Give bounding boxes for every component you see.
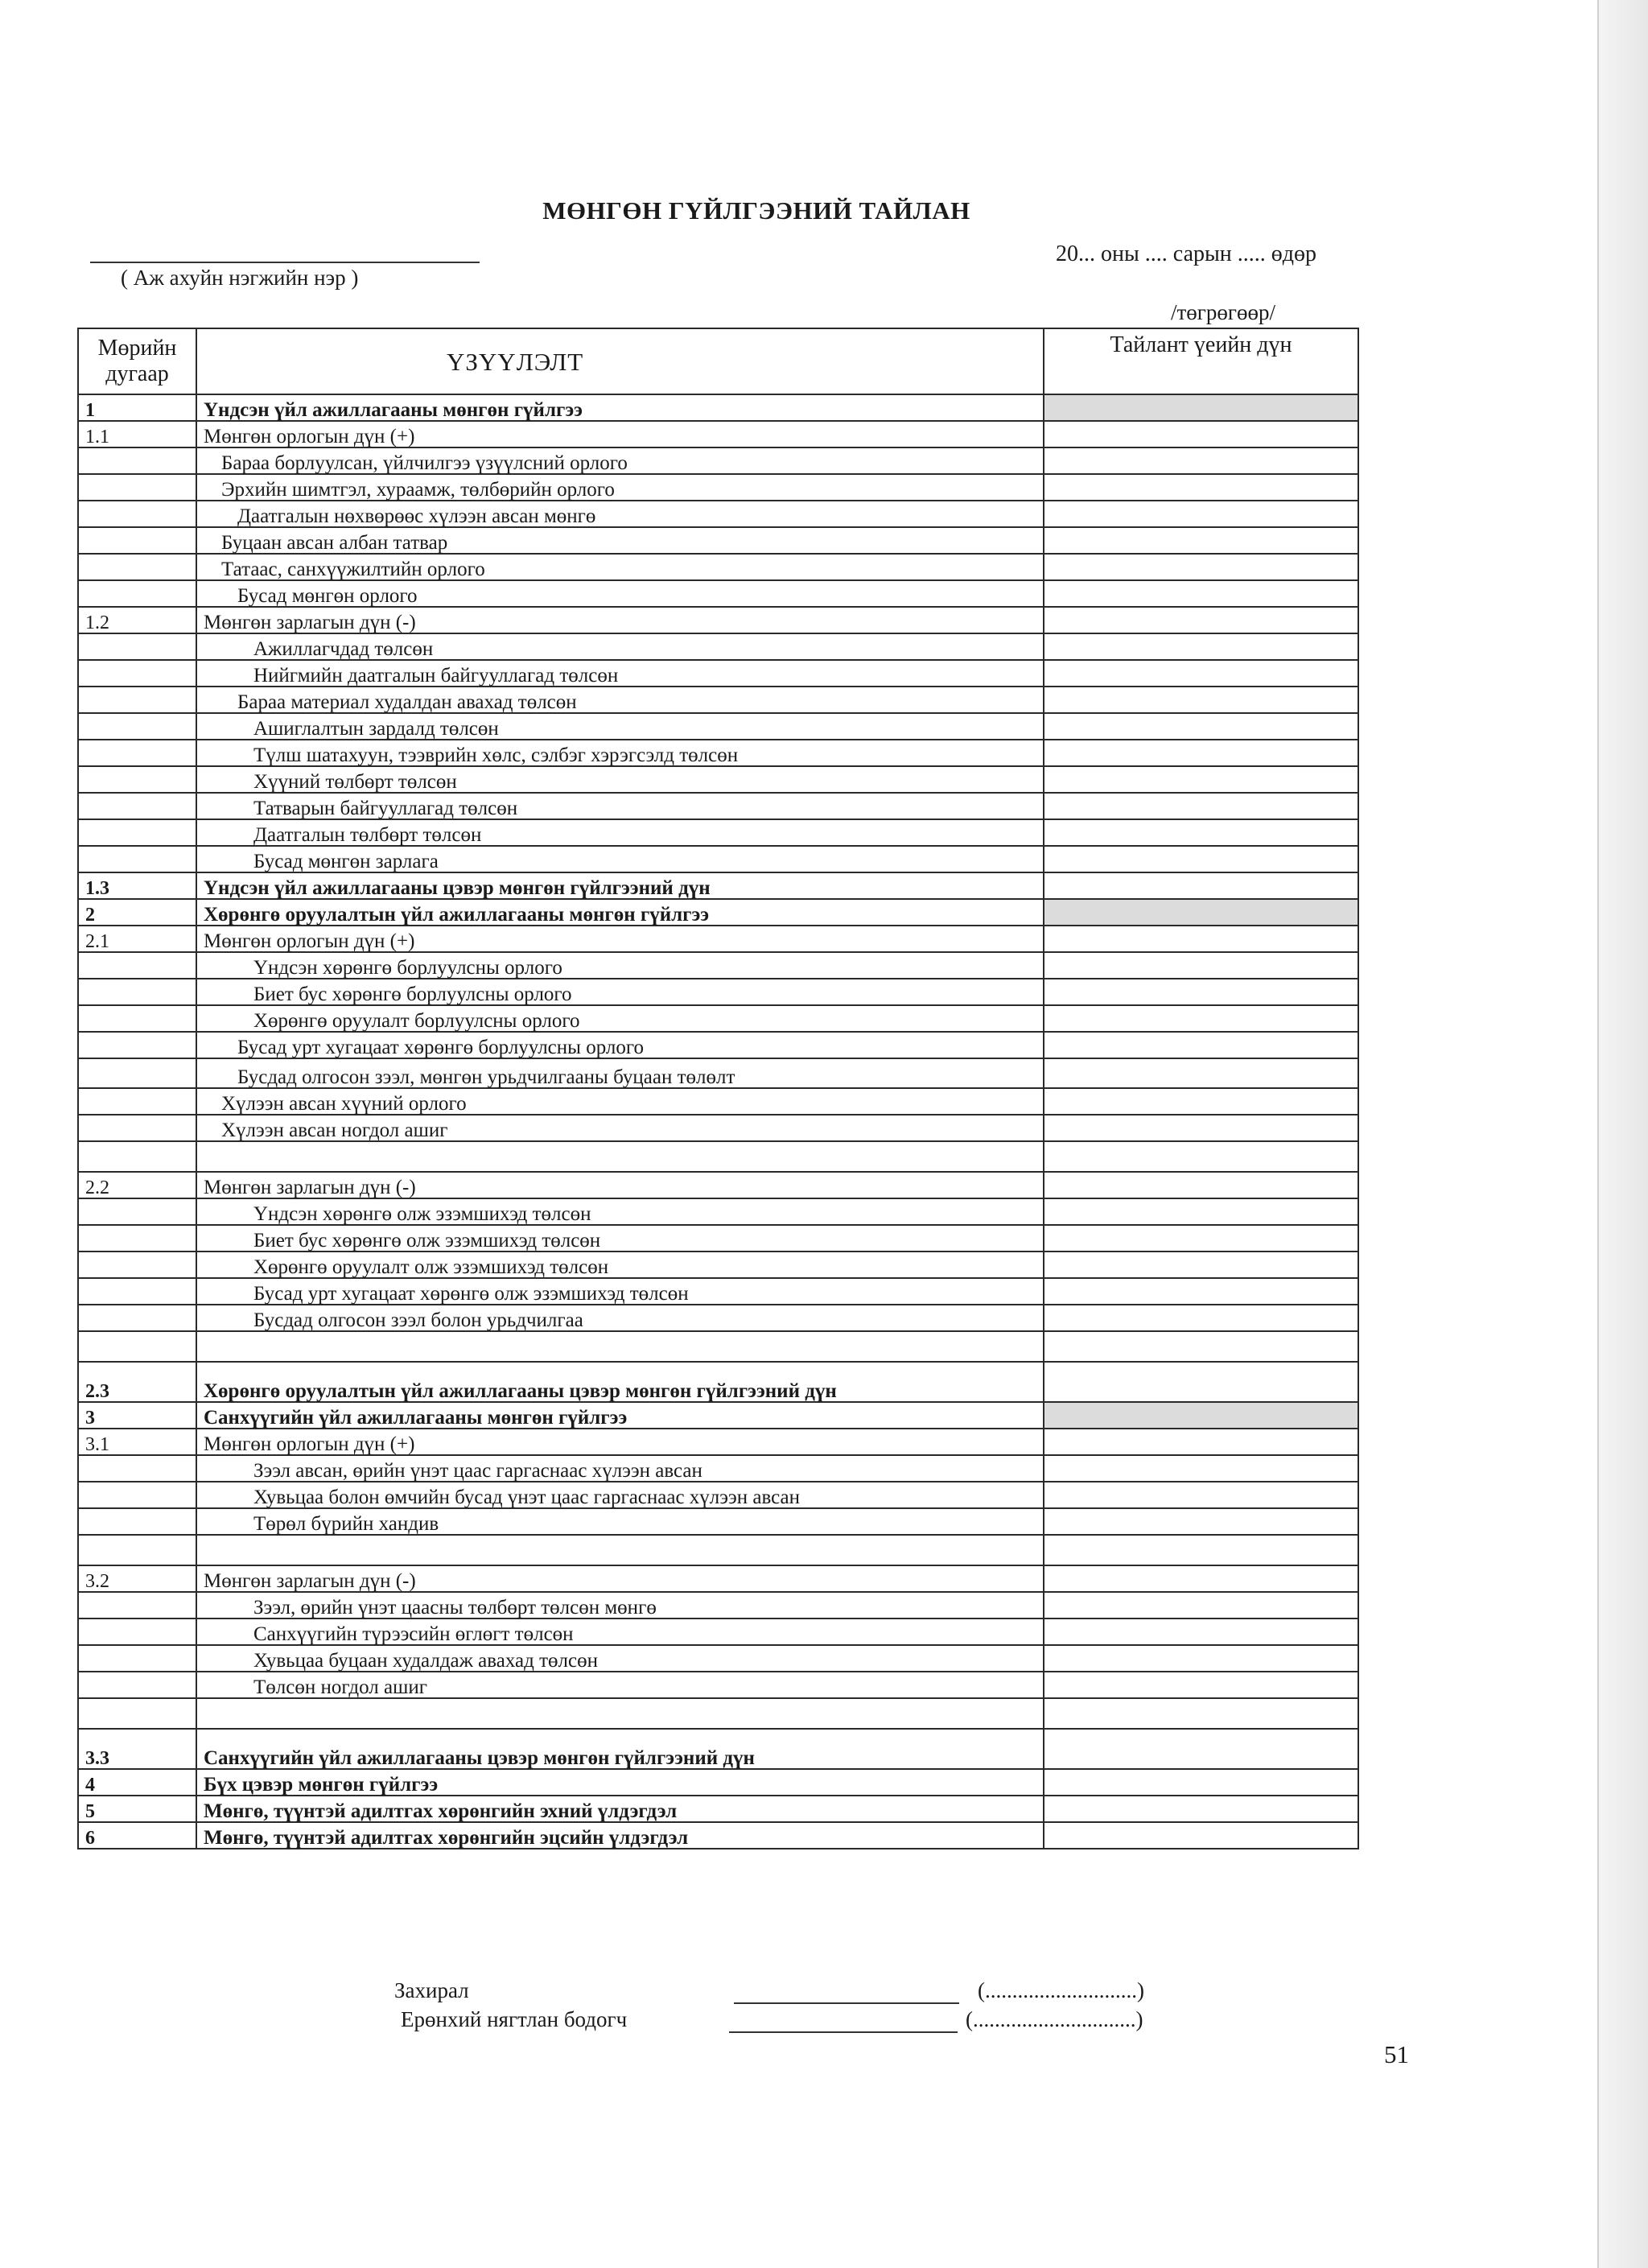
row-number: 2.1 — [78, 926, 196, 952]
row-description: Ашиглалтын зардалд төлсөн — [196, 713, 1044, 740]
row-amount — [1044, 554, 1358, 580]
row-number: 5 — [78, 1796, 196, 1822]
currency-unit: /төгрөгөөр/ — [1171, 300, 1275, 324]
table-row — [78, 1088, 1358, 1115]
table-row — [78, 527, 1358, 554]
row-number — [78, 527, 196, 554]
cash-flow-table — [77, 328, 1359, 1849]
row-description: Хувьцаа буцаан худалдаж авахад төлсөн — [196, 1645, 1044, 1672]
row-amount — [1044, 1769, 1358, 1796]
row-number — [78, 952, 196, 979]
table-row — [78, 872, 1358, 899]
row-amount — [1044, 501, 1358, 527]
row-number: 6 — [78, 1822, 196, 1849]
row-number — [78, 1225, 196, 1252]
director-signature-line — [734, 2002, 959, 2004]
row-description: Хөрөнгө оруулалтын үйл ажиллагааны цэвэр мөнгөн гүйлгээний дүн — [196, 1362, 1044, 1402]
row-number: 3.3 — [78, 1729, 196, 1769]
report-date: 20... оны .... сарын ..... өдөр — [1056, 241, 1317, 266]
table-row — [78, 1402, 1358, 1429]
row-description: Үндсэн хөрөнгө олж эзэмшихэд төлсөн — [196, 1198, 1044, 1225]
row-number — [78, 580, 196, 607]
row-amount — [1044, 1535, 1358, 1565]
row-number — [78, 660, 196, 687]
table-row — [78, 1482, 1358, 1508]
row-amount — [1044, 1565, 1358, 1592]
row-description: Хүлээн авсан хүүний орлого — [196, 1088, 1044, 1115]
table-row — [78, 1198, 1358, 1225]
row-description: Санхүүгийн түрээсийн өглөгт төлсөн — [196, 1619, 1044, 1645]
row-number — [78, 687, 196, 713]
row-number — [78, 1115, 196, 1141]
row-number — [78, 1032, 196, 1058]
table-row — [78, 1225, 1358, 1252]
row-description: Төрөл бүрийн хандив — [196, 1508, 1044, 1535]
row-amount — [1044, 1172, 1358, 1198]
row-amount — [1044, 1331, 1358, 1362]
row-amount — [1044, 394, 1358, 421]
table-row — [78, 1141, 1358, 1172]
table-row — [78, 607, 1358, 633]
row-description: Татаас, санхүүжилтийн орлого — [196, 554, 1044, 580]
table-row — [78, 1565, 1358, 1592]
row-description: Мөнгөн зарлагын дүн (-) — [196, 1172, 1044, 1198]
table-row — [78, 501, 1358, 527]
row-description: Үндсэн үйл ажиллагааны цэвэр мөнгөн гүйлгээний дүн — [196, 872, 1044, 899]
row-number — [78, 1005, 196, 1032]
table-row — [78, 713, 1358, 740]
row-number: 3 — [78, 1402, 196, 1429]
row-description: Бараа материал худалдан авахад төлсөн — [196, 687, 1044, 713]
table-row — [78, 1252, 1358, 1278]
table-row — [78, 1429, 1358, 1455]
row-number: 1.2 — [78, 607, 196, 633]
row-number — [78, 554, 196, 580]
row-description: Бусад урт хугацаат хөрөнгө борлуулсны орлого — [196, 1032, 1044, 1058]
row-description: Эрхийн шимтгэл, хураамж, төлбөрийн орлого — [196, 474, 1044, 501]
row-number — [78, 474, 196, 501]
table-row — [78, 1592, 1358, 1619]
table-row — [78, 740, 1358, 766]
table-row — [78, 846, 1358, 872]
table-row — [78, 1278, 1358, 1305]
row-number — [78, 979, 196, 1005]
table-row — [78, 1455, 1358, 1482]
table-row — [78, 926, 1358, 952]
row-number — [78, 447, 196, 474]
table-row — [78, 1645, 1358, 1672]
table-row — [78, 554, 1358, 580]
row-description: Зээл, өрийн үнэт цаасны төлбөрт төлсөн мөнгө — [196, 1592, 1044, 1619]
table-row — [78, 979, 1358, 1005]
row-description: Санхүүгийн үйл ажиллагааны мөнгөн гүйлгээ — [196, 1402, 1044, 1429]
row-amount — [1044, 1088, 1358, 1115]
row-amount — [1044, 846, 1358, 872]
row-description: Хөрөнгө оруулалтын үйл ажиллагааны мөнгөн гүйлгээ — [196, 899, 1044, 926]
row-amount — [1044, 1252, 1358, 1278]
report-title: МӨНГӨН ГҮЙЛГЭЭНИЙ ТАЙЛАН — [542, 196, 970, 225]
page-edge — [1597, 0, 1648, 2268]
row-amount — [1044, 633, 1358, 660]
row-amount — [1044, 660, 1358, 687]
row-amount — [1044, 687, 1358, 713]
row-number — [78, 501, 196, 527]
row-amount — [1044, 1362, 1358, 1402]
row-description: Даатгалын төлбөрт төлсөн — [196, 819, 1044, 846]
row-amount — [1044, 1698, 1358, 1729]
row-amount — [1044, 1729, 1358, 1769]
row-number: 2.2 — [78, 1172, 196, 1198]
row-description: Бусдад олгосон зээл болон урьдчилгаа — [196, 1305, 1044, 1331]
row-description: Мөнгөн орлогын дүн (+) — [196, 926, 1044, 952]
row-amount — [1044, 1592, 1358, 1619]
row-description: Даатгалын нөхвөрөөс хүлээн авсан мөнгө — [196, 501, 1044, 527]
row-number — [78, 633, 196, 660]
table-row — [78, 1115, 1358, 1141]
row-number: 1.3 — [78, 872, 196, 899]
row-description: Бусдад олгосон зээл, мөнгөн урьдчилгааны буцаан төлөлт — [196, 1058, 1044, 1088]
row-number — [78, 1698, 196, 1729]
row-number — [78, 713, 196, 740]
director-name: (............................) — [978, 1978, 1144, 2002]
row-description: Мөнгөн зарлагын дүн (-) — [196, 1565, 1044, 1592]
table-row — [78, 793, 1358, 819]
row-description: Хөрөнгө оруулалт борлуулсны орлого — [196, 1005, 1044, 1032]
row-amount — [1044, 819, 1358, 846]
table-row — [78, 1032, 1358, 1058]
table-row — [78, 766, 1358, 793]
table-row — [78, 1362, 1358, 1402]
table-row — [78, 952, 1358, 979]
table-row — [78, 1331, 1358, 1362]
row-number — [78, 819, 196, 846]
row-amount — [1044, 1402, 1358, 1429]
accountant-signature-line — [729, 2031, 958, 2033]
row-amount — [1044, 607, 1358, 633]
row-number — [78, 1672, 196, 1698]
row-description: Хүүний төлбөрт төлсөн — [196, 766, 1044, 793]
row-amount — [1044, 1672, 1358, 1698]
row-description: Татварын байгууллагад төлсөн — [196, 793, 1044, 819]
row-amount — [1044, 740, 1358, 766]
row-amount — [1044, 713, 1358, 740]
row-description: Бусад мөнгөн орлого — [196, 580, 1044, 607]
row-amount — [1044, 1032, 1358, 1058]
row-amount — [1044, 1619, 1358, 1645]
row-amount — [1044, 1005, 1358, 1032]
row-number — [78, 1508, 196, 1535]
row-description: Нийгмийн даатгалын байгууллагад төлсөн — [196, 660, 1044, 687]
row-description: Санхүүгийн үйл ажиллагааны цэвэр мөнгөн гүйлгээний дүн — [196, 1729, 1044, 1769]
row-number — [78, 1619, 196, 1645]
table-row — [78, 394, 1358, 421]
row-amount — [1044, 926, 1358, 952]
row-amount — [1044, 1645, 1358, 1672]
row-amount — [1044, 1822, 1358, 1849]
row-description: Мөнгөн орлогын дүн (+) — [196, 421, 1044, 447]
row-number — [78, 740, 196, 766]
row-amount — [1044, 1115, 1358, 1141]
row-number: 2 — [78, 899, 196, 926]
row-amount — [1044, 872, 1358, 899]
row-description: Мөнгөн орлогын дүн (+) — [196, 1429, 1044, 1455]
row-description: Ажиллагчдад төлсөн — [196, 633, 1044, 660]
row-number — [78, 1252, 196, 1278]
row-description: Биет бус хөрөнгө борлуулсны орлого — [196, 979, 1044, 1005]
table-row — [78, 1698, 1358, 1729]
row-amount — [1044, 1305, 1358, 1331]
row-description: Мөнгө, түүнтэй адилтгах хөрөнгийн эцсийн үлдэгдэл — [196, 1822, 1044, 1849]
row-description — [196, 1141, 1044, 1172]
row-description: Бусад мөнгөн зарлага — [196, 846, 1044, 872]
row-description: Хувьцаа болон өмчийн бусад үнэт цаас гаргаснаас хүлээн авсан — [196, 1482, 1044, 1508]
row-amount — [1044, 527, 1358, 554]
row-description: Хөрөнгө оруулалт олж эзэмшихэд төлсөн — [196, 1252, 1044, 1278]
director-label: Захирал — [394, 1978, 469, 2002]
row-number — [78, 1592, 196, 1619]
row-amount — [1044, 474, 1358, 501]
header-amount: Тайлант үеийн дүн — [1044, 328, 1358, 394]
row-amount — [1044, 1198, 1358, 1225]
row-amount — [1044, 1508, 1358, 1535]
org-name-caption: ( Аж ахуйн нэгжийн нэр ) — [121, 266, 359, 290]
row-number — [78, 1645, 196, 1672]
row-number — [78, 1278, 196, 1305]
row-number: 2.3 — [78, 1362, 196, 1402]
table-row — [78, 421, 1358, 447]
row-description: Бүх цэвэр мөнгөн гүйлгээ — [196, 1769, 1044, 1796]
row-number — [78, 1141, 196, 1172]
row-number — [78, 1088, 196, 1115]
row-number: 1 — [78, 394, 196, 421]
table-row — [78, 1769, 1358, 1796]
row-amount — [1044, 979, 1358, 1005]
table-row — [78, 1172, 1358, 1198]
table-row — [78, 1822, 1358, 1849]
table-row — [78, 660, 1358, 687]
table-row — [78, 474, 1358, 501]
row-amount — [1044, 766, 1358, 793]
row-amount — [1044, 1278, 1358, 1305]
row-number: 4 — [78, 1769, 196, 1796]
table-row — [78, 1796, 1358, 1822]
table-row — [78, 1729, 1358, 1769]
row-description: Зээл авсан, өрийн үнэт цаас гаргаснаас хүлээн авсан — [196, 1455, 1044, 1482]
table-row — [78, 1005, 1358, 1032]
table-row — [78, 580, 1358, 607]
table-row — [78, 1508, 1358, 1535]
row-amount — [1044, 447, 1358, 474]
header-number: Мөрийн дугаар — [78, 328, 196, 394]
row-number — [78, 1331, 196, 1362]
row-description: Хүлээн авсан ногдол ашиг — [196, 1115, 1044, 1141]
row-amount — [1044, 580, 1358, 607]
row-number — [78, 766, 196, 793]
table-row — [78, 899, 1358, 926]
row-description — [196, 1331, 1044, 1362]
row-description: Түлш шатахуун, тээврийн хөлс, сэлбэг хэрэгсэлд төлсөн — [196, 740, 1044, 766]
table-row — [78, 687, 1358, 713]
row-number: 3.1 — [78, 1429, 196, 1455]
row-number — [78, 846, 196, 872]
row-description: Биет бус хөрөнгө олж эзэмшихэд төлсөн — [196, 1225, 1044, 1252]
row-number — [78, 1482, 196, 1508]
row-description: Мөнгөн зарлагын дүн (-) — [196, 607, 1044, 633]
row-amount — [1044, 1482, 1358, 1508]
row-description: Үндсэн хөрөнгө борлуулсны орлого — [196, 952, 1044, 979]
table-row — [78, 1058, 1358, 1088]
table-row — [78, 633, 1358, 660]
row-amount — [1044, 952, 1358, 979]
table-row — [78, 1672, 1358, 1698]
table-row — [78, 819, 1358, 846]
table-row — [78, 1535, 1358, 1565]
row-amount — [1044, 1429, 1358, 1455]
row-description: Буцаан авсан албан татвар — [196, 527, 1044, 554]
row-number: 1.1 — [78, 421, 196, 447]
row-amount — [1044, 421, 1358, 447]
row-amount — [1044, 899, 1358, 926]
row-description: Үндсэн үйл ажиллагааны мөнгөн гүйлгээ — [196, 394, 1044, 421]
row-description: Бараа борлуулсан, үйлчилгээ үзүүлсний орлого — [196, 447, 1044, 474]
row-amount — [1044, 1141, 1358, 1172]
accountant-label: Ерөнхий нягтлан бодогч — [401, 2007, 628, 2031]
row-amount — [1044, 1455, 1358, 1482]
row-number — [78, 1198, 196, 1225]
row-amount — [1044, 1225, 1358, 1252]
row-number — [78, 1535, 196, 1565]
row-number — [78, 1305, 196, 1331]
page-number: 51 — [1384, 2040, 1409, 2068]
header-description: ҮЗҮҮЛЭЛТ — [196, 328, 1044, 394]
row-description: Мөнгө, түүнтэй адилтгах хөрөнгийн эхний үлдэгдэл — [196, 1796, 1044, 1822]
row-amount — [1044, 1058, 1358, 1088]
table-row — [78, 447, 1358, 474]
accountant-name: (..............................) — [966, 2007, 1143, 2031]
row-number: 3.2 — [78, 1565, 196, 1592]
row-amount — [1044, 1796, 1358, 1822]
table-row — [78, 1619, 1358, 1645]
org-name-line — [90, 262, 480, 263]
table-header — [78, 328, 1358, 394]
row-description: Бусад урт хугацаат хөрөнгө олж эзэмшихэд төлсөн — [196, 1278, 1044, 1305]
row-number — [78, 793, 196, 819]
row-description: Төлсөн ногдол ашиг — [196, 1672, 1044, 1698]
row-description — [196, 1535, 1044, 1565]
table-row — [78, 1305, 1358, 1331]
row-number — [78, 1058, 196, 1088]
row-amount — [1044, 793, 1358, 819]
row-number — [78, 1455, 196, 1482]
row-description — [196, 1698, 1044, 1729]
